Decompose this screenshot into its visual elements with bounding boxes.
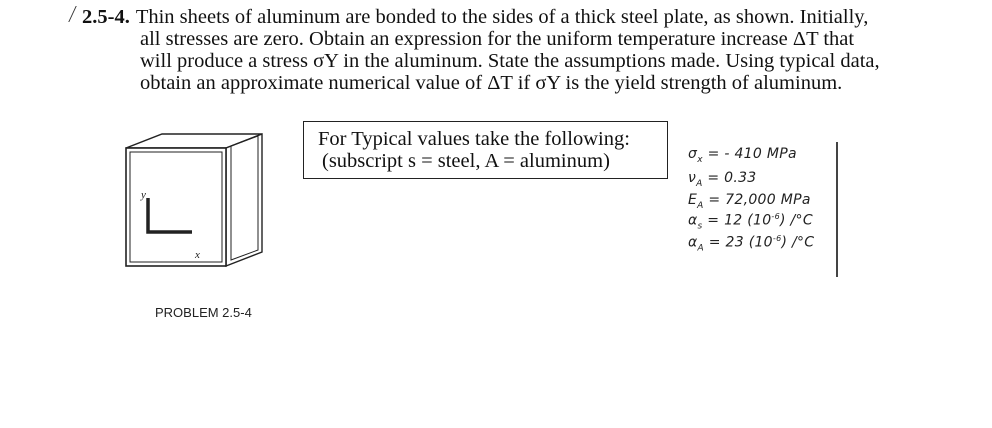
problem-number: 2.5-4.	[82, 6, 130, 28]
plate-front-face	[126, 148, 226, 266]
figure-caption: PROBLEM 2.5-4	[155, 305, 252, 320]
problem-text-line: Thin sheets of aluminum are bonded to the sides of a thick steel plate, as shown. Initially,	[135, 6, 869, 28]
problem-line-1	[82, 6, 982, 28]
hw-alpha-a: $\alpha_A = 23$ $(10^{-6})$ /°C	[688, 234, 815, 254]
handwritten-values	[680, 142, 850, 277]
problem-statement	[82, 6, 982, 94]
handwritten-margin-line	[836, 142, 838, 277]
problem-line-2: all stresses are zero. Obtain an expression for the uniform temperature increase ΔT that	[140, 28, 855, 50]
problem-line-3: will produce a stress σY in the aluminum. State the assumptions made. Using typical data,	[140, 50, 880, 72]
hw-e-a: $E_A = 72,000$ MPa	[688, 192, 811, 211]
axis-x-label: x	[195, 249, 200, 261]
info-box-line-2: (subscript s = steel, A = aluminum)	[322, 150, 610, 172]
typical-values-box	[303, 121, 668, 179]
hw-alpha-s: $\alpha_s = 12$ $(10^{-6})$ /°C	[688, 212, 813, 232]
axis-y-label: y	[141, 189, 146, 201]
plate-figure	[112, 128, 272, 288]
hw-nu-a: $\nu_A = 0.33$	[688, 170, 757, 189]
info-box-line-1: For Typical values take the following:	[318, 128, 630, 150]
hw-sigma-x: $\sigma_x$ = - 410 MPa	[688, 146, 797, 165]
problem-line-4: obtain an approximate numerical value of ΔT if σY is the yield strength of aluminum.	[140, 72, 843, 94]
